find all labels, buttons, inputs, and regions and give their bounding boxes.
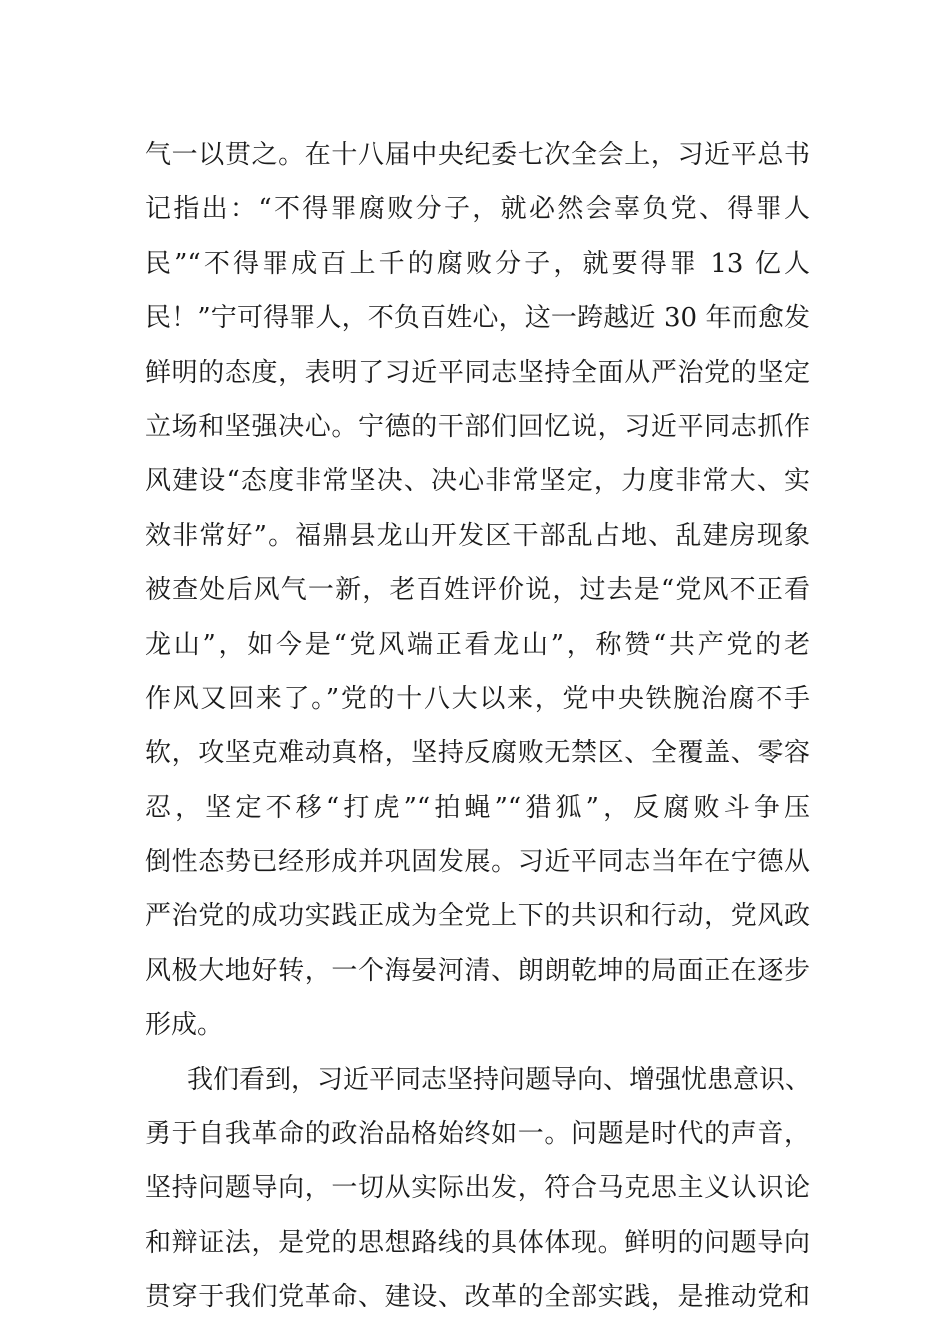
text-line: 风极大地好转，一个海晏河清、朗朗乾坤的局面正在逐步 (145, 955, 810, 986)
body-text (145, 128, 810, 1325)
text-line: 民！”宁可得罪人，不负百姓心，这一跨越近 30 年而愈发 (145, 303, 810, 334)
text-line: 立场和坚强决心。宁德的干部们回忆说，习近平同志抓作 (145, 411, 810, 442)
text-line: 龙山”，如今是“党风端正看龙山”，称赞“共产党的老 (145, 629, 810, 660)
text-line: 风建设“态度非常坚决、决心非常坚定，力度非常大、实 (145, 466, 810, 497)
text-line: 软，攻坚克难动真格，坚持反腐败无禁区、全覆盖、零容 (145, 738, 810, 769)
text-line: 被查处后风气一新，老百姓评价说，过去是“党风不正看 (145, 575, 810, 606)
text-line: 勇于自我革命的政治品格始终如一。问题是时代的声音， (145, 1119, 810, 1150)
text-line: 贯穿于我们党革命、建设、改革的全部实践，是推动党和 (145, 1282, 810, 1313)
paragraph-2 (145, 1053, 810, 1325)
text-line: 形成。 (145, 1010, 224, 1041)
text-line: 我们看到，习近平同志坚持问题导向、增强忧患意识、 (187, 1064, 812, 1095)
text-line: 作风又回来了。”党的十八大以来，党中央铁腕治腐不手 (145, 683, 810, 714)
text-line: 忍，坚定不移“打虎”“拍蝇”“猎狐”，反腐败斗争压 (145, 792, 810, 823)
paragraph-1 (145, 128, 810, 1053)
text-line: 鲜明的态度，表明了习近平同志坚持全面从严治党的坚定 (145, 357, 810, 388)
text-line: 倒性态势已经形成并巩固发展。习近平同志当年在宁德从 (145, 847, 810, 878)
text-line: 民”“不得罪成百上千的腐败分子，就要得罪 13 亿人 (145, 248, 810, 279)
text-line: 坚持问题导向，一切从实际出发，符合马克思主义认识论 (145, 1173, 810, 1204)
text-line: 严治党的成功实践正成为全党上下的共识和行动，党风政 (145, 901, 810, 932)
text-line: 效非常好”。福鼎县龙山开发区干部乱占地、乱建房现象 (145, 520, 810, 551)
text-line: 气一以贯之。在十八届中央纪委七次全会上，习近平总书 (145, 140, 810, 170)
text-line: 记指出：“不得罪腐败分子，就必然会辜负党、得罪人 (145, 194, 810, 225)
text-line: 和辩证法，是党的思想路线的具体体现。鲜明的问题导向 (145, 1227, 810, 1258)
